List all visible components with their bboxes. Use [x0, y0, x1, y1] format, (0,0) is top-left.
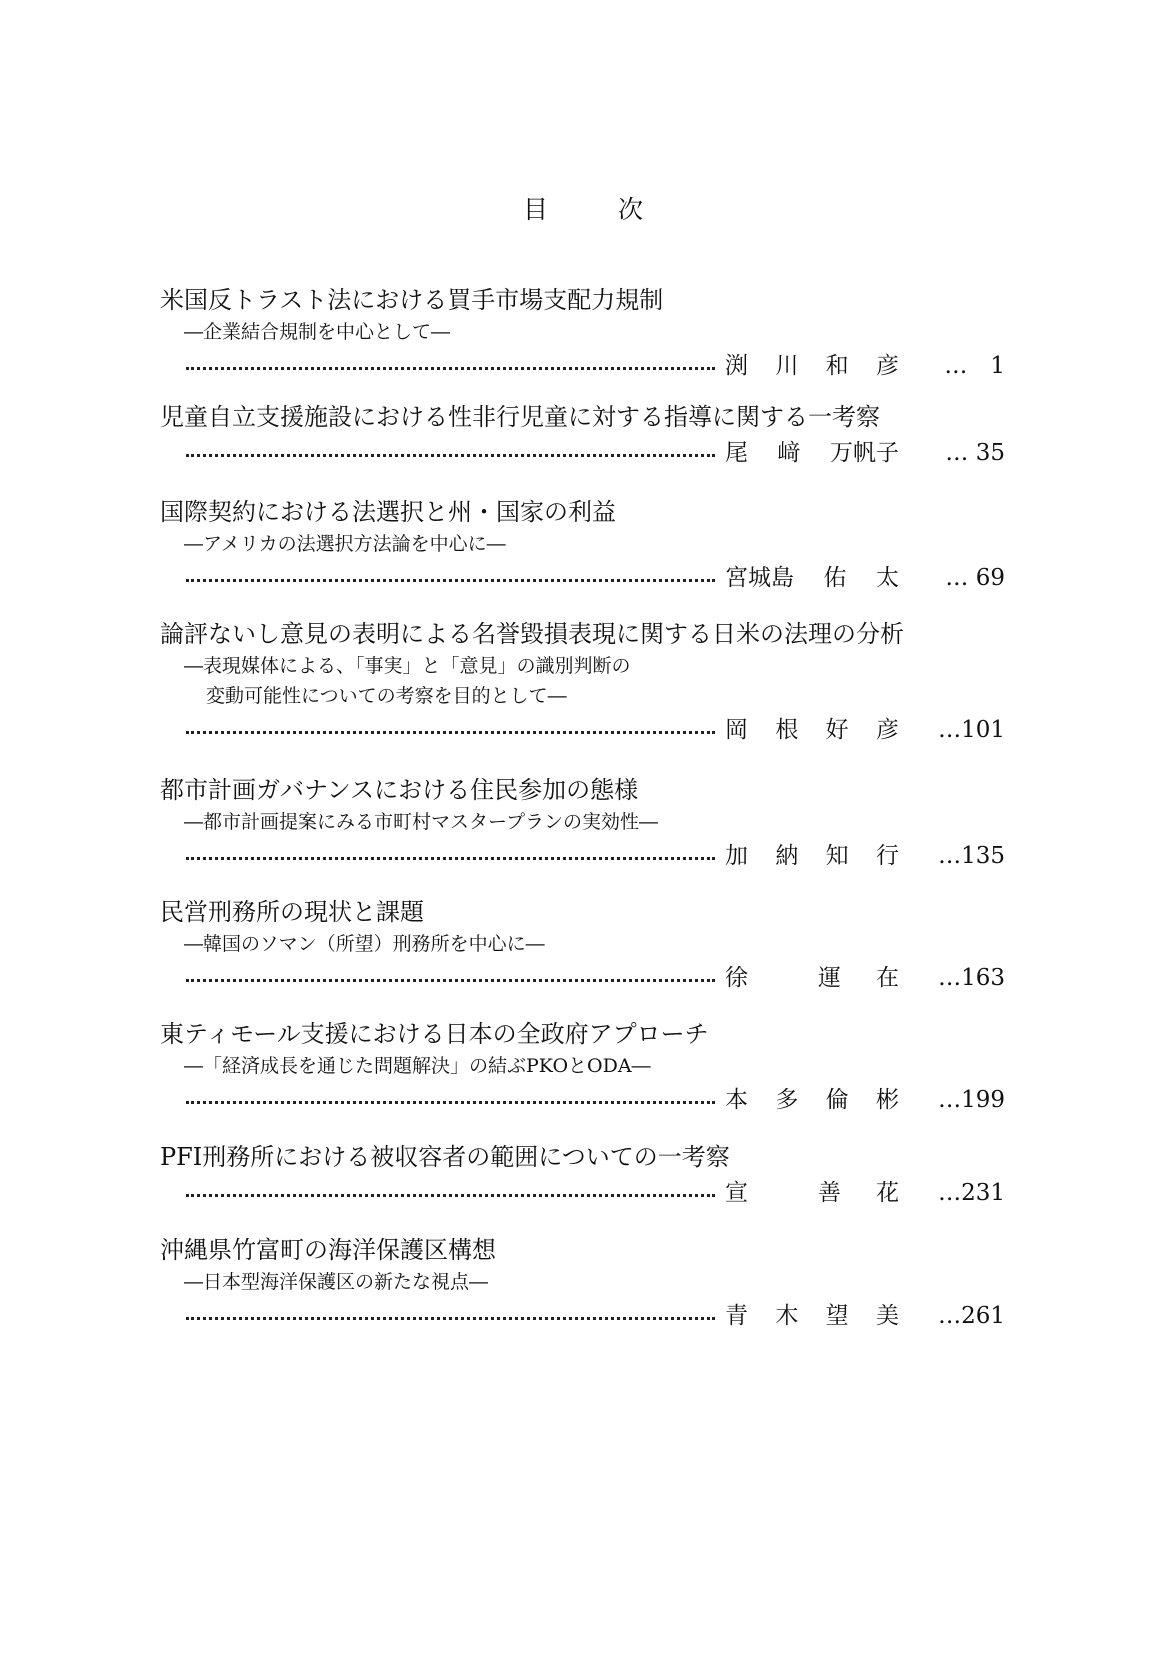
toc-entry-subtitle: ―表現媒体による、「事実」と「意見」の識別判断の — [184, 655, 631, 677]
author-name-part: 佑 — [823, 565, 847, 591]
author-name-part: 根 — [775, 717, 799, 743]
toc-entry-leader-line — [160, 839, 1005, 873]
toc-entry-author — [725, 713, 899, 747]
toc-entry-author — [725, 1299, 899, 1333]
toc-entry — [160, 895, 1005, 995]
toc-entry-subtitle: ―企業結合規制を中心として― — [184, 321, 451, 343]
toc-entry-page-number: …261 — [938, 1303, 1005, 1329]
author-name-part: 彦 — [875, 717, 899, 743]
author-name-part: 川 — [775, 353, 799, 379]
author-name-part: 和 — [825, 353, 849, 379]
toc-entry-author — [725, 1176, 899, 1210]
toc-entry-title: 国際契約における法選択と州・国家の利益 — [160, 498, 616, 526]
dot-leader — [186, 1101, 715, 1104]
toc-entry-leader-line — [160, 1299, 1005, 1333]
author-name-part: 納 — [775, 843, 799, 869]
toc-entry-title: 東ティモール支援における日本の全政府アプローチ — [160, 1020, 709, 1048]
toc-entry-subtitle: ―韓国のソマン（所望）刑務所を中心に― — [184, 933, 545, 955]
toc-entry-page-number: … 69 — [945, 565, 1005, 591]
toc-entry — [160, 400, 1005, 470]
author-name-part: 尾 — [725, 440, 748, 466]
author-name-part: 﨑 — [777, 440, 801, 466]
author-name-part: 太 — [876, 565, 899, 591]
author-name-part: 花 — [876, 1180, 899, 1206]
toc-entry-subtitle: ―日本型海洋保護区の新たな視点― — [184, 1271, 489, 1293]
toc-entry-author — [725, 436, 899, 470]
toc-entry-page-number: …101 — [938, 717, 1005, 743]
author-name-part: 倫 — [825, 1087, 849, 1113]
toc-entry-author — [725, 1083, 899, 1117]
toc-entry-title: 論評ないし意見の表明による名誉毀損表現に関する日米の法理の分析 — [160, 620, 904, 648]
dot-leader — [186, 857, 715, 860]
author-name-part: 美 — [875, 1303, 899, 1329]
toc-entry-page-number: … 35 — [945, 440, 1005, 466]
toc-entry-title: 米国反トラスト法における買手市場支配力規制 — [160, 286, 664, 314]
dot-leader — [186, 979, 715, 982]
toc-entry-page-number: … 1 — [944, 353, 1005, 379]
toc-entry-leader-line — [160, 961, 1005, 995]
toc-entry — [160, 773, 1005, 873]
author-name-part: 善 — [818, 1180, 841, 1206]
author-name-part: 在 — [876, 965, 899, 991]
toc-entry-author — [725, 349, 899, 383]
author-name-part: 知 — [825, 843, 849, 869]
author-name-part: 徐 — [725, 965, 748, 991]
toc-entry-subtitle: ―「経済成長を通じた問題解決」の結ぶPKOとODA― — [184, 1055, 651, 1077]
toc-entry — [160, 1017, 1005, 1117]
toc-entry-page-number: …199 — [938, 1087, 1005, 1113]
toc-entry-author — [725, 961, 899, 995]
toc-entry-title: 沖縄県竹富町の海洋保護区構想 — [160, 1236, 496, 1264]
author-name-part: 望 — [825, 1303, 849, 1329]
toc-entry-subtitle: ―アメリカの法選択方法論を中心に― — [184, 533, 506, 555]
dot-leader — [186, 1194, 715, 1197]
page-title — [0, 190, 1166, 226]
toc-entry-title: 都市計画ガバナンスにおける住民参加の態様 — [160, 776, 639, 804]
author-name-part: 渕 — [725, 353, 748, 379]
toc-entry — [160, 283, 1005, 383]
toc-entry-leader-line — [160, 561, 1005, 595]
toc-entry-author — [725, 839, 899, 873]
toc-entry-page-number: …231 — [938, 1180, 1005, 1206]
author-name-part: 加 — [725, 843, 748, 869]
toc-entry-leader-line — [160, 1176, 1005, 1210]
toc-entry — [160, 617, 1005, 747]
toc-entry — [160, 1233, 1005, 1333]
author-name-part: 好 — [825, 717, 849, 743]
toc-entry-subtitle: ―都市計画提案にみる市町村マスタープランの実効性― — [184, 811, 659, 833]
dot-leader — [186, 731, 715, 734]
author-name-part: 本 — [725, 1087, 748, 1113]
dot-leader — [186, 1317, 715, 1320]
author-name-part: 彬 — [875, 1087, 899, 1113]
author-name-part: 宣 — [725, 1180, 748, 1206]
author-name-part: 運 — [818, 965, 841, 991]
toc-entry-title: 民営刑務所の現状と課題 — [160, 898, 424, 926]
dot-leader — [186, 367, 715, 370]
toc-entry-subtitle: 変動可能性についての考察を目的として― — [206, 685, 567, 707]
toc-entry-leader-line — [160, 1083, 1005, 1117]
author-name-part: 木 — [775, 1303, 799, 1329]
toc-entry — [160, 495, 1005, 595]
toc-entry-page-number: …163 — [938, 965, 1005, 991]
toc-entry-page-number: …135 — [938, 843, 1005, 869]
toc-entry-title: 児童自立支援施設における性非行児童に対する指導に関する一考察 — [160, 403, 880, 431]
toc-entry-author — [725, 561, 899, 595]
toc-entry-leader-line — [160, 436, 1005, 470]
page-title-right: 次 — [618, 195, 644, 224]
author-name-part: 宮城島 — [725, 565, 794, 591]
dot-leader — [186, 579, 715, 582]
author-name-part: 青 — [725, 1303, 748, 1329]
toc-entry-title: PFI刑務所における被収容者の範囲についての一考察 — [160, 1143, 730, 1171]
toc-entry-leader-line — [160, 713, 1005, 747]
author-name-part: 多 — [775, 1087, 799, 1113]
dot-leader — [186, 454, 715, 457]
toc-entry-leader-line — [160, 349, 1005, 383]
author-name-part: 岡 — [725, 717, 748, 743]
author-name-part: 彦 — [875, 353, 899, 379]
toc-entry — [160, 1140, 1005, 1210]
author-name-part: 行 — [875, 843, 899, 869]
page-title-left: 目 — [522, 195, 548, 224]
author-name-part: 万帆子 — [830, 440, 899, 466]
